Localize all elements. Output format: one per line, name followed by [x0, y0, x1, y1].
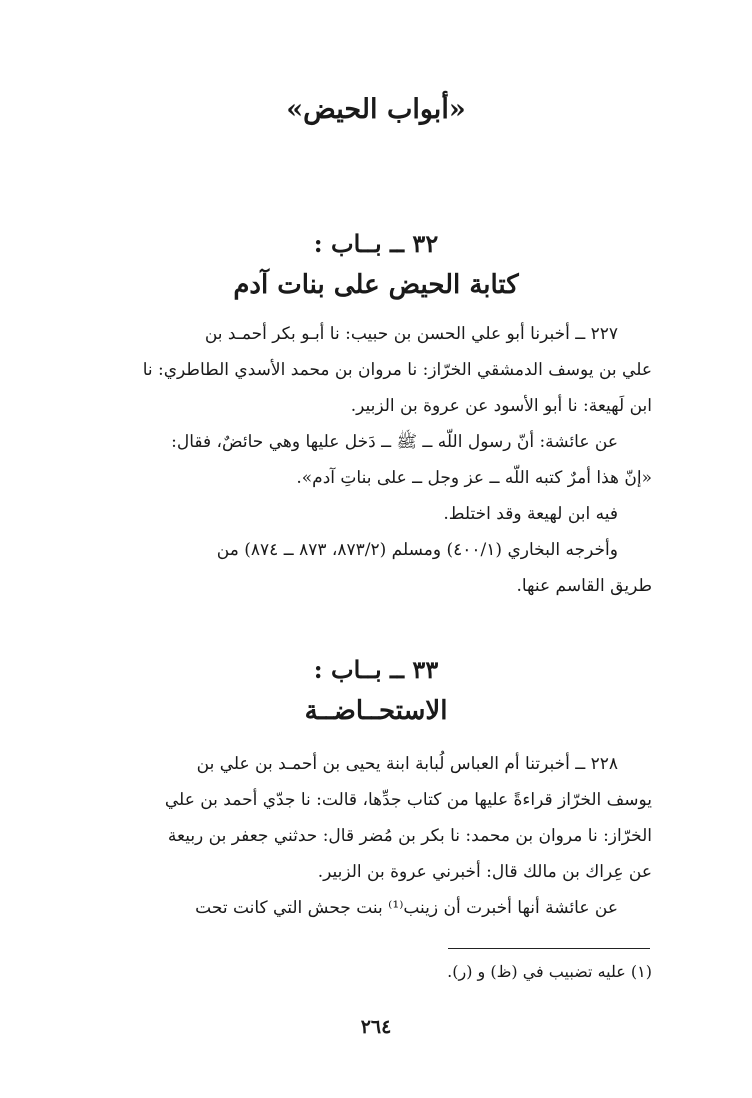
- text-line: ٢٢٨ ــ أخبرتنا أم العباس لُبابة ابنة يحيى بن أحمـد بن علي بن: [196, 754, 618, 774]
- text-line: وأخرجه البخاري (٤٠٠/١) ومسلم (٨٧٣/٢، ٨٧٣ ــ ٨٧٤) من: [216, 540, 618, 560]
- chapter-title: الاستحــاضــة: [304, 696, 448, 726]
- text-line: طريق القاسم عنها.: [516, 576, 652, 596]
- text-line: فيه ابن لهيعة وقد اختلط.: [443, 504, 618, 524]
- text-line: عن عائشة: أنّ رسول اللّه ــ ﷺ ــ دَخل عليها وهي حائضٌ، فقال:: [171, 432, 618, 452]
- chapter-33-heading: [80, 652, 672, 732]
- text-line: ابن لَهيعة: نا أبو الأسود عن عروة بن الزبير.: [350, 396, 652, 416]
- chapter-number: ٣٢ ــ بــاب :: [313, 229, 439, 258]
- text-line: عن عِراك بن مالك قال: أخبرني عروة بن الزبير.: [317, 862, 652, 882]
- text-line: عن عائشة أنها أخبرت أن زينب⁽¹⁾ بنت جحش التي كانت تحت: [195, 898, 618, 918]
- footnote-divider: [448, 948, 650, 949]
- chapter-number: ٣٣ ــ بــاب :: [313, 655, 439, 684]
- running-head: «أبواب الحيض»: [286, 94, 466, 125]
- text-line: يوسف الخرّاز قراءةً عليها من كتاب جدِّها، قالت: نا جدّي أحمد بن علي: [164, 790, 652, 810]
- text-line: «إنّ هذا أمرٌ كتبه اللّه ــ عز وجل ــ على بناتِ آدم».: [296, 468, 652, 488]
- text-line: ٢٢٧ ــ أخبرنا أبو علي الحسن بن حبيب: نا أبـو بكر أحمـد بن: [204, 324, 618, 344]
- chapter-32-text: [96, 316, 652, 604]
- chapter-33-text: [96, 746, 652, 926]
- text-line: علي بن يوسف الدمشقي الخرّاز: نا مروان بن محمد الأسدي الطاطري: نا: [142, 360, 652, 380]
- footnote: (١) عليه تضبيب في (ظ) و (ر).: [447, 962, 652, 981]
- chapter-32-heading: [80, 226, 672, 306]
- page-number: ٢٦٤: [360, 1016, 392, 1038]
- chapter-title: كتابة الحيض على بنات آدم: [233, 270, 519, 300]
- text-line: الخرّاز: نا مروان بن محمد: نا بكر بن مُضر قال: حدثني جعفر بن ربيعة: [167, 826, 652, 846]
